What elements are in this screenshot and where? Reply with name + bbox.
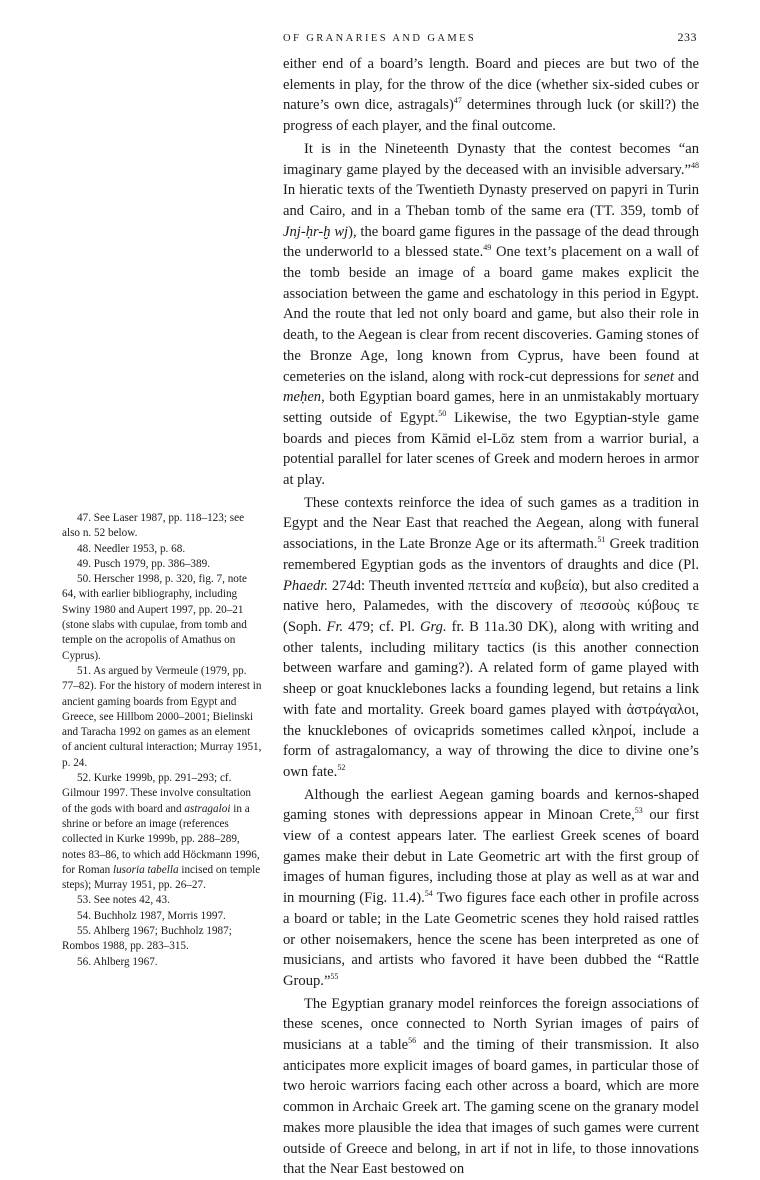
body-paragraph (283, 493, 699, 783)
text-run: 52. Kurke 1999b, pp. 291–293; cf. Gilmour 1997. These involve consultation of the gods with board and (62, 772, 252, 815)
text-run: determines through luck (or skill?) the progress of each player, and the final outcome. (283, 97, 699, 135)
text-run: 50. Herscher 1998, p. 320, fig. 7, note 64, with earlier bibliography, including Swiny 1980 and Aupert 1997, pp. 20–21 (stone slabs with cupulae, from tomb and temple on the acropolis of Amathus on Cyprus). (62, 573, 247, 662)
note-reference: 47 (453, 96, 462, 106)
footnote (62, 664, 262, 771)
note-reference: 49 (483, 243, 492, 253)
text-run: These contexts reinforce the idea of such games as a tradition in Egypt and the Near East that reached the Aegean, along with funeral associations, in the Late Bronze Age or its aftermath. (283, 494, 699, 553)
text-run: either end of a board’s length. Board and pieces are but two of the elements in play, for the throw of the dice (whether six-sided cubes or nature’s own dice, astragals) (283, 56, 699, 114)
footnote (62, 924, 262, 955)
note-reference: 56 (408, 1036, 417, 1046)
text-run: 49. Pusch 1979, pp. 386–389. (77, 557, 211, 570)
footnotes-column (62, 511, 262, 970)
body-paragraph (283, 994, 699, 1180)
text-run: 53. See notes 42, 43. (77, 894, 170, 907)
italic-text: astragaloi (184, 802, 231, 815)
italic-text: Jnj-ḥr-ḫ wj (283, 223, 349, 240)
note-reference: 54 (424, 889, 433, 899)
running-title: OF GRANARIES AND GAMES (283, 33, 477, 44)
footnote (62, 511, 262, 542)
note-reference: 55 (330, 972, 339, 982)
footnote (62, 557, 262, 572)
footnote (62, 771, 262, 893)
text-run: Although the earliest Aegean gaming boards and kernos-shaped gaming stones with depressions appear in Minoan Crete, (283, 786, 699, 824)
text-run: 274d: Theuth invented πεττεία and κυβεία), but also credited a native hero, Palamedes, with the discovery of πεσσοὺς κύβους τε (Soph. (283, 577, 699, 635)
text-run: , both Egyptian board games, here in an unmistakably mortuary setting outside of Egypt. (283, 389, 699, 426)
text-run: ), the board game figures in the passage of the dead through the underworld to a blessed state. (283, 223, 699, 261)
note-reference: 50 (438, 409, 447, 419)
italic-text: senet (643, 368, 674, 385)
text-run: 56. Ahlberg 1967. (77, 955, 158, 968)
footnote (62, 909, 262, 924)
footnote (62, 893, 262, 908)
footnote (62, 572, 262, 664)
text-run: 55. Ahlberg 1967; Buchholz 1987; Rombos 1988, pp. 283–315. (62, 925, 232, 953)
page-number: 233 (677, 30, 697, 44)
italic-text: Fr. (326, 618, 344, 635)
text-run: our first view of a contest appears later. The earliest Greek scenes of board games make their debut in Late Geometric art with the first group of images of human figures, including those at play as well as at war and in mourning (Fig. 11.4). (283, 807, 699, 907)
text-run: and (673, 368, 699, 385)
text-run: 479; cf. Pl. (343, 618, 420, 635)
text-run: and the timing of their transmission. It also anticipates more explicit images of board games, in particular those of two heroic warriors facing each other across a board, which are more common in Archaic Greek art. The gaming scene on the granary model makes more plausible the idea that images of such games were current outside of Greece and belong, in art if not in life, to those innovations that the Near East bestowed on (283, 1037, 700, 1178)
italic-text: lusoria tabella (112, 863, 179, 876)
text-run: 47. See Laser 1987, pp. 118–123; see also n. 52 below. (62, 512, 245, 540)
text-run: It is in the Nineteenth Dynasty that the contest becomes “an imaginary game played by the deceased with an invisible adversary.” (283, 140, 699, 178)
main-text-column (283, 54, 699, 1180)
text-run: The Egyptian granary model reinforces the foreign associations of these scenes, once connected to North Syrian images of pairs of musicians at a table (283, 995, 699, 1054)
running-header (283, 30, 697, 45)
note-reference: 53 (634, 806, 643, 816)
note-reference: 52 (337, 763, 346, 773)
text-run: fr. B 11a.30 DK), along with writing and other talents, including military tactics (is this another connection between warfare and gaming?). A related form of game played with sheep or goat knucklebones lacks a founding legend, but retains a link with fate and mortality. Greek board games played with ἀστράγαλοι, the knucklebones of ovicaprids sometimes called κληροί, include a form of astragalomancy, a way of throwing the dice to divine one’s own fate. (283, 618, 699, 780)
body-paragraph (283, 139, 699, 491)
text-run: 54. Buchholz 1987, Morris 1997. (77, 909, 226, 922)
text-run: One text’s placement on a wall of the tomb beside an image of a board game makes explicit the association between the game and eschatology in this period in Egypt. And the route that led not only board and game, but also their role in death, to the Aegean is clear from recent discoveries. Gaming stones of the Bronze Age, long known from Cyprus, have been found at cemeteries on the island, along with rock-cut depressions for (283, 244, 699, 385)
text-run: 51. As argued by Vermeule (1979, pp. 77–82). For the history of modern interest in ancient gaming boards from Egypt and Greece, see Hillbom 2000–2001; Bielinski and Taracha 1992 on games as an element of ancient cultural interaction; Murray 1951, p. 24. (62, 664, 262, 769)
text-run: In hieratic texts of the Twentieth Dynasty preserved on papyri in Turin and Cairo, and in a Theban tomb of the same era (TT. 359, tomb of (283, 182, 699, 219)
text-run: in a shrine or before an image (references collected in Kurke 1999b, pp. 288–289, notes 83–86, to which add Höckmann 1996, for Roman (62, 802, 260, 876)
body-paragraph (283, 54, 699, 137)
italic-text: Grg. (419, 618, 447, 635)
text-run: Greek tradition remembered Egyptian gods as the inventors of draughts and dice (Pl. (283, 536, 699, 573)
note-reference: 51 (597, 535, 606, 545)
body-paragraph (283, 785, 699, 992)
footnote (62, 955, 262, 970)
italic-text: Phaedr. (283, 577, 328, 594)
note-reference: 48 (691, 160, 699, 170)
text-run: Likewise, the two Egyptian-style game boards and pieces from Kāmid el-Lōz stem from a warrior burial, a potential parallel for later scenes of Greek and modern heroes in armor at play. (283, 409, 699, 489)
text-run: 48. Needler 1953, p. 68. (77, 542, 186, 555)
text-run: incised on temple steps); Murray 1951, pp. 26–27. (62, 863, 261, 892)
italic-text: meḥen (283, 389, 322, 406)
footnote (62, 542, 262, 557)
text-run: Two figures face each other in profile across a board or table; in the Late Geometric scenes they hold raised rattles or other noisemakers, hence the scene has been interpreted as one of musicians, and artists who favored it have been dubbed the “Rattle Group.” (283, 890, 699, 989)
